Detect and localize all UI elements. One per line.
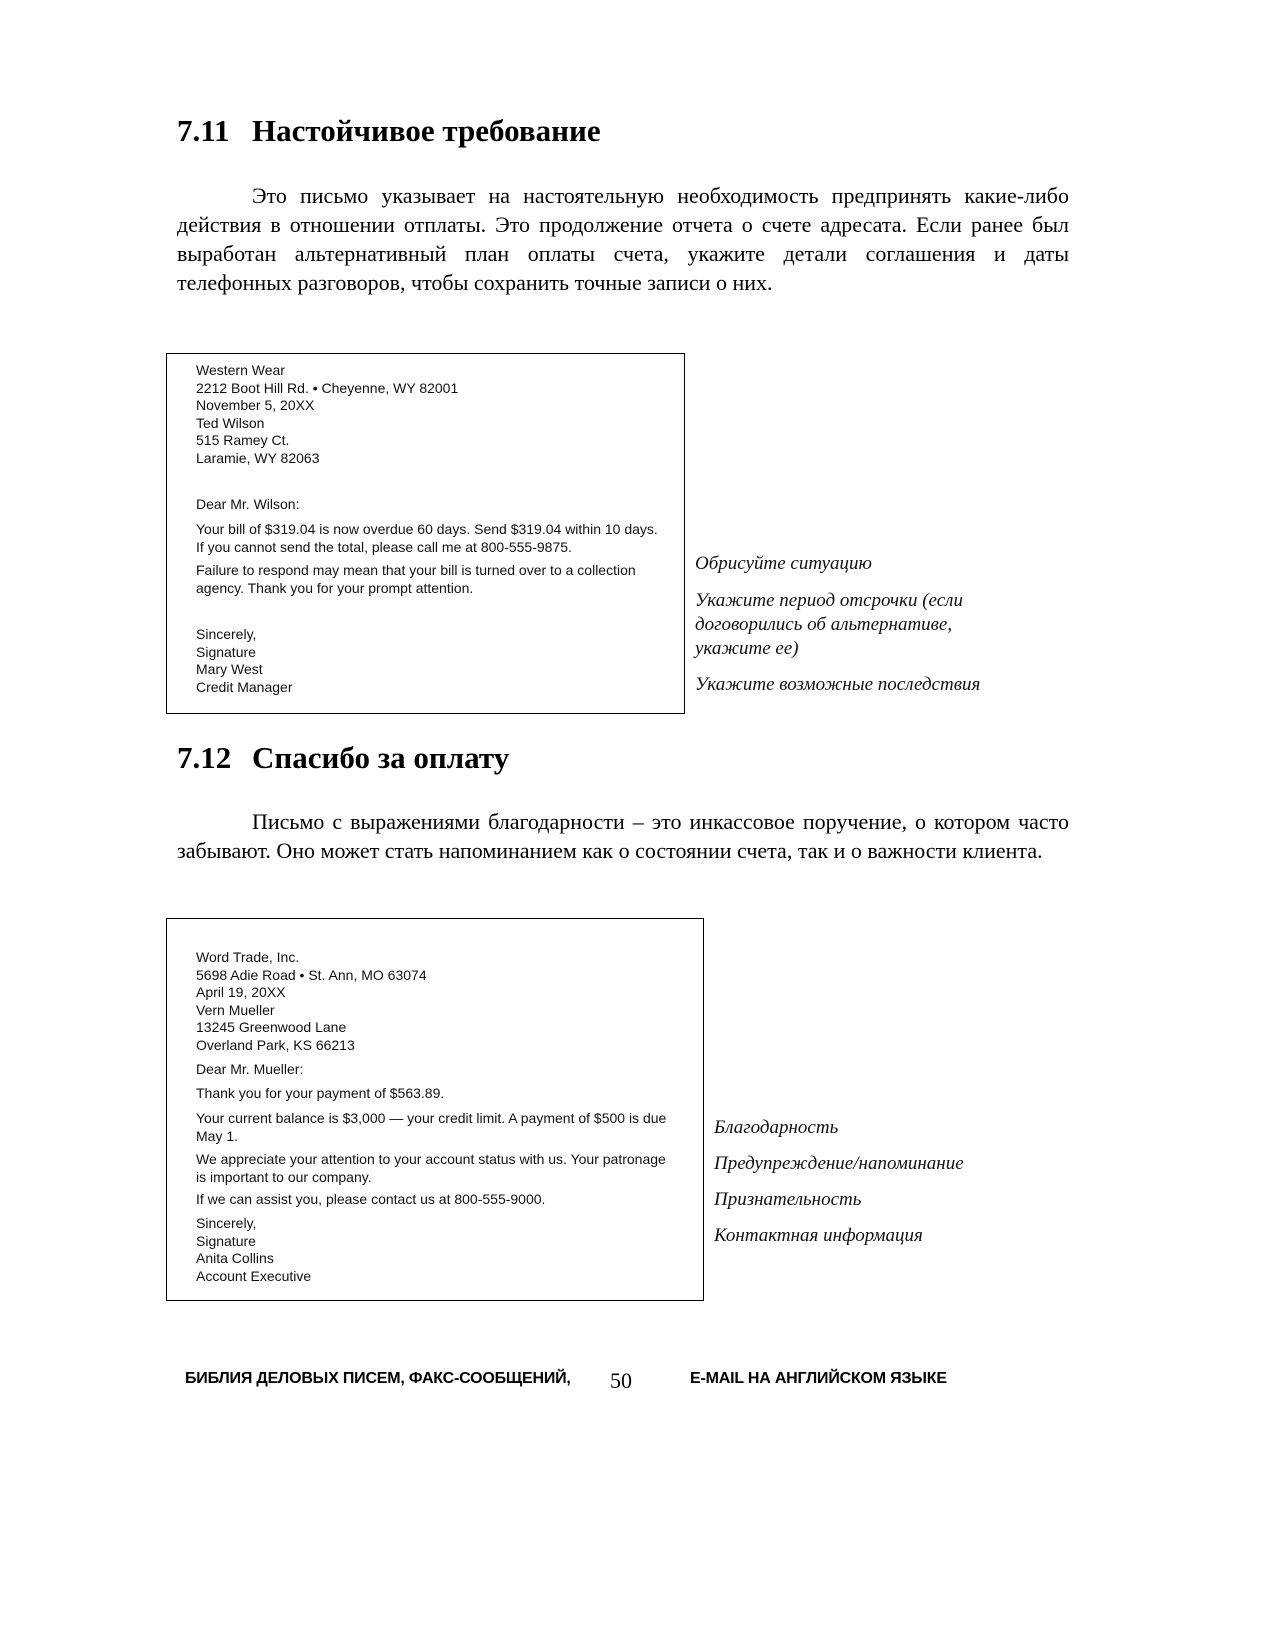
margin-note: Признательность	[714, 1189, 862, 1210]
letter-address: 5698 Adie Road • St. Ann, MO 63074	[196, 966, 427, 983]
recipient-street: 13245 Greenwood Lane	[196, 1019, 347, 1035]
letter-body-paragraph: Your current balance is $3,000 — your credit limit. A payment of $500 is due May 1.	[196, 1110, 667, 1144]
sender-title: Credit Manager	[196, 678, 293, 695]
letter-body-paragraph: If we can assist you, please contact us at 800-555-9000.	[196, 1191, 546, 1207]
letter-body-paragraph: Thank you for your payment of $563.89.	[196, 1085, 445, 1101]
letter-company: Word Trade, Inc.	[196, 949, 300, 965]
margin-note: Укажите возможные последствия	[695, 674, 981, 695]
section-paragraph: Это письмо указывает на настоятельную необходимость предпринять какие-либо действия в отношении отплаты. Это продолжение отчета о счете адресата. Если ранее был выработан альтернативный план оплаты счета, укажите детали соглашения и даты телефонных разговоров, чтобы сохранить точные записи о них.	[177, 183, 1069, 295]
recipient-name: Ted Wilson	[196, 414, 265, 431]
letter-body-paragraph: Failure to respond may mean that your bill is turned over to a collection agency. Thank you for your prompt attention.	[196, 562, 636, 596]
recipient-city: Overland Park, KS 66213	[196, 1036, 355, 1053]
sender-title: Account Executive	[196, 1267, 312, 1284]
letter-date: April 19, 20XX	[196, 984, 286, 1000]
section-title: Настойчивое требование	[252, 113, 601, 148]
letter-closing: Sincerely,	[196, 626, 257, 642]
recipient-name: Vern Mueller	[196, 1001, 275, 1018]
letter-sample-box	[166, 353, 685, 714]
letter-closing-block	[196, 1215, 311, 1285]
margin-note: Укажите период отсрочки (если договорились об альтернативе, укажите ее)	[695, 590, 963, 659]
footer-title-left: БИБЛИЯ ДЕЛОВЫХ ПИСЕМ, ФАКС-СООБЩЕНИЙ,	[185, 1370, 571, 1387]
margin-note: Обрисуйте ситуацию	[695, 553, 872, 574]
letter-sample-box	[166, 918, 704, 1301]
recipient-city: Laramie, WY 82063	[196, 449, 320, 466]
letter-header	[196, 949, 427, 1054]
page-number: 50	[610, 1368, 632, 1393]
letter-company: Western Wear	[196, 362, 285, 378]
letter-signature: Signature	[196, 1232, 256, 1249]
letter-date: November 5, 20XX	[196, 397, 315, 413]
letter-header	[196, 362, 458, 467]
letter-signature: Signature	[196, 643, 256, 660]
section-number: 7.12	[177, 740, 232, 775]
letter-body-paragraph: We appreciate your attention to your account status with us. Your patronage is important to our company.	[196, 1151, 666, 1185]
letter-closing-block	[196, 626, 293, 696]
letter-address: 2212 Boot Hill Rd. • Cheyenne, WY 82001	[196, 379, 459, 396]
sender-name: Anita Collins	[196, 1250, 274, 1266]
margin-note: Благодарность	[714, 1117, 839, 1138]
letter-salutation: Dear Mr. Wilson:	[196, 496, 300, 512]
recipient-street: 515 Ramey Ct.	[196, 432, 290, 448]
letter-body-paragraph: Your bill of $319.04 is now overdue 60 days. Send $319.04 within 10 days. If you cannot send the total, please call me at 800-555-9875.	[196, 521, 658, 555]
footer-title-right: E-MAIL НА АНГЛИЙСКОМ ЯЗЫКЕ	[690, 1370, 947, 1387]
section-number: 7.11	[177, 113, 230, 148]
section-heading-7-11	[177, 113, 601, 149]
margin-note: Контактная информация	[714, 1225, 923, 1246]
section-heading-7-12	[177, 740, 509, 776]
letter-salutation: Dear Mr. Mueller:	[196, 1061, 304, 1077]
section-title: Спасибо за оплату	[252, 740, 510, 775]
letter-closing: Sincerely,	[196, 1215, 257, 1231]
sender-name: Mary West	[196, 661, 263, 677]
section-paragraph: Письмо с выражениями благодарности – это инкассовое поручение, о котором часто забывают. Оно может стать напоминанием как о состоянии счета, так и о важности клиента.	[177, 809, 1069, 863]
margin-note: Предупреждение/напоминание	[714, 1153, 964, 1174]
